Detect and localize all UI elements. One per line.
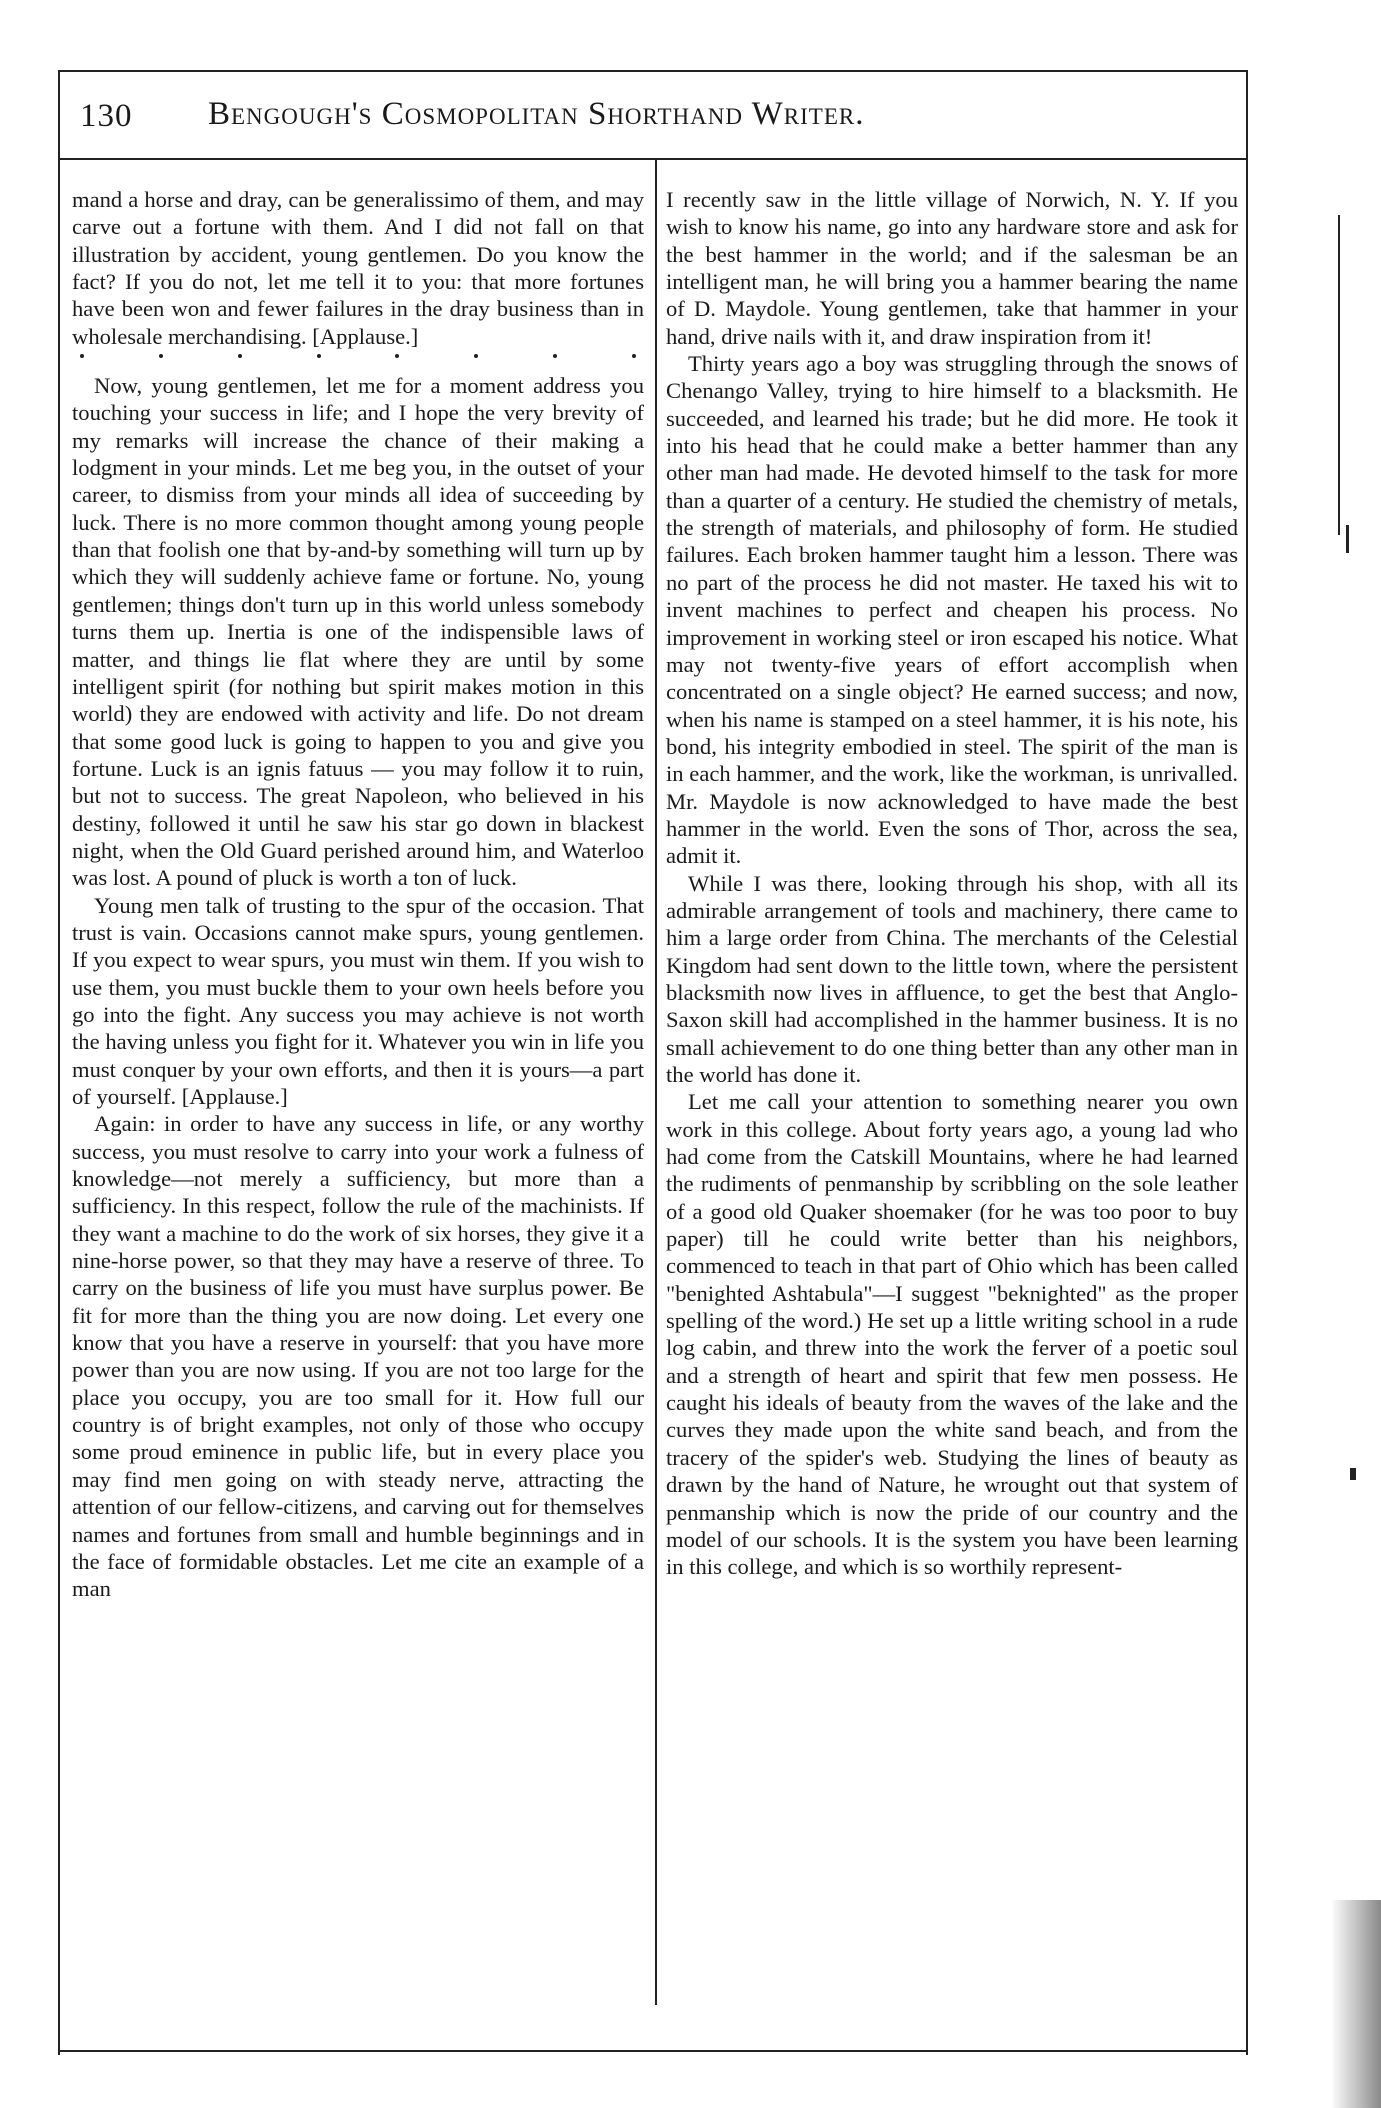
left-paragraph-2: Now, young gentlemen, let me for a moment address you touching your success in life; and I hope the very brevity of my remarks will increase the chance of their making a lodgment in your minds. Let me beg you, in the outset of your career, to dismiss from your minds all idea of succeeding by luck. There is no more common thought among young people than that foolish one that by-and-by something will turn up by which they will suddenly achieve fame or fortune. No, young gentlemen; things don't turn up in this world unless somebody turns them up. Inertia is one of the indispensible laws of matter, and things lie flat where they are until by some intelligent spirit (for nothing but spirit makes motion in this world) they are endowed with activity and life. Do not dream that some good luck is going to happen to you and give you fortune. Luck is an ignis fatuus — you may follow it to ruin, but not to success. The great Napoleon, who believed in his destiny, followed it until he saw his star go down in blackest night, when the Old Guard perished around him, and Waterloo was lost. A pound of pluck is worth a ton of luck. <box>72 373 644 891</box>
right-paragraph-2: Thirty years ago a boy was struggling through the snows of Chenango Valley, trying to hire himself to a blacksmith. He succeeded, and learned his trade; but he did more. He took it into his head that he could make a better hammer than any other man had made. He devoted himself to the task for more than a quarter of a century. He studied the chemistry of metals, the strength of materials, and philosophy of form. He studied failures. Each broken hammer taught him a lesson. There was no part of the process he did not master. He taxed his wit to invent machines to perfect and cheapen his process. No improvement in working steel or iron escaped his notice. What may not twenty-five years of effort accomplish when concentrated on a single object? He earned success; and now, when his name is stamped on a steel hammer, it is his note, his bond, his integrity embodied in steel. The spirit of the man is in each hammer, and the work, like the workman, is unrivalled. Mr. Maydole is now acknowledged to have made the best hammer in the world. Even the sons of Thor, across the sea, admit it. <box>666 351 1238 869</box>
section-break-dots <box>72 354 644 358</box>
right-column <box>666 186 1238 1581</box>
bottom-rule <box>58 2050 1248 2052</box>
dot <box>80 354 84 358</box>
left-paragraph-3: Young men talk of trusting to the spur of the occasion. That trust is vain. Occasions cannot make spurs, young gentlemen. If you expect to wear spurs, you must win them. If you wish to use them, you must buckle them to your own heels before you go into the fight. Any success you may achieve is not worth the having unless you fight for it. Whatever you win in life you must conquer by your own efforts, and then it is yours—a part of yourself. [Applause.] <box>72 892 644 1109</box>
page-header <box>58 70 1248 160</box>
dot <box>159 354 163 358</box>
scan-edge-shadow <box>1331 1900 1381 2108</box>
running-title: Bengough's Cosmopolitan Shorthand Writer. <box>208 96 865 132</box>
margin-tick-mark <box>1346 525 1349 553</box>
left-paragraph-4: Again: in order to have any success in life, or any worthy success, you must resolve to carry into your work a fulness of knowledge—not merely a sufficiency, but more than a sufficiency. In this respect, follow the rule of the machinists. If they want a machine to do the work of six horses, they give it a nine-horse power, so that they may have a reserve of three. To carry on the business of life you must have surplus power. Be fit for more than the thing you are now doing. Let every one know that you have a reserve in yourself: that you have more power than you are now using. If you are not too large for the place you occupy, you are too small for it. How full our country is of bright examples, not only of those who occupy some proud eminence in public life, but in every place you may find men going on with steady nerve, attracting the attention of our fellow-citizens, and carving out for themselves names and fortunes from small and humble beginnings and in the face of formidable obstacles. Let me cite an example of a man <box>72 1111 644 1602</box>
right-paragraph-3: While I was there, looking through his shop, with all its admirable arrangement of tools and machinery, there came to him a large order from China. The merchants of the Celestial Kingdom had sent down to the little town, where the persistent blacksmith now lives in affluence, to get the best that Anglo-Saxon skill had accomplished in the hammer business. It is no small achievement to do one thing better than any other man in the world has done it. <box>666 870 1238 1087</box>
margin-dot-mark <box>1350 1468 1356 1480</box>
margin-line-mark <box>1338 215 1340 535</box>
left-paragraph-1: mand a horse and dray, can be generalissimo of them, and may carve out a fortune with them. And I did not fall on that illustration by accident, young gentlemen. Do you know the fact? If you do not, let me tell it to you: that more fortunes have been won and fewer failures in the dray business than in wholesale merchandising. [Applause.] <box>72 187 644 349</box>
dot <box>632 354 636 358</box>
dot <box>317 354 321 358</box>
dot <box>395 354 399 358</box>
column-divider <box>655 160 657 2005</box>
dot <box>474 354 478 358</box>
left-column <box>72 186 644 1603</box>
dot <box>238 354 242 358</box>
right-paragraph-1: I recently saw in the little village of Norwich, N. Y. If you wish to know his name, go into any hardware store and ask for the best hammer in the world; and if the salesman be an intelligent man, he will bring you a hammer bearing the name of D. Maydole. Young gentlemen, take that hammer in your hand, drive nails with it, and draw inspiration from it! <box>666 187 1238 349</box>
right-paragraph-4: Let me call your attention to something nearer you own work in this college. About forty years ago, a young lad who had come from the Catskill Mountains, where he had learned the rudiments of penmanship by scribbling on the sole leather of a good old Quaker shoemaker (for he was too poor to buy paper) till he could write better than his neighbors, commenced to teach in that part of Ohio which has been called "benighted Ashtabula"—I suggest "beknighted" as the proper spelling of the word.) He set up a little writing school in a rude log cabin, and threw into the work the ferver of a poetic soul and a strength of heart and spirit that few men possess. He caught his ideals of beauty from the waves of the lake and the curves they made upon the white sand beach, and from the tracery of the spider's web. Studying the lines of beauty as drawn by the hand of Nature, he wrought out that system of penmanship which is now the pride of our country and the model of our schools. It is the system you have been learning in this college, and which is so worthily represent- <box>666 1089 1238 1580</box>
dot <box>553 354 557 358</box>
page-number: 130 <box>80 98 133 134</box>
